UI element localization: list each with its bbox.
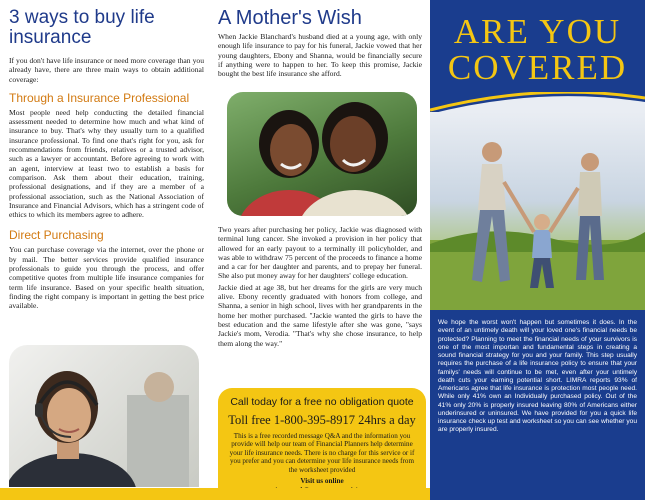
- middle-panel-title: A Mother's Wish: [218, 7, 362, 29]
- story-continued: [218, 225, 422, 348]
- story-paragraph-2: Two years after purchasing her policy, Jackie was diagnosed with terminal lung cancer. She invoked a provision in her policy that allowed for an early payout to a terminally ill policyholder, and was able to withdraw 75 percent of the proceeds to finance a home and a car for her daughter and parents, and to prepay her funeral. She also put money away for her daughters' college education.: [218, 225, 422, 281]
- family-illustration: [430, 112, 645, 310]
- call-center-photo: [9, 345, 199, 487]
- cta-title: Call today for a free no obligation quote: [230, 396, 414, 408]
- left-panel-title: 3 ways to buy life insurance: [9, 7, 155, 48]
- cta-body: This is a free recorded message Q&A and the information you provide will help our team of Financial Planners help determine your life insurance needs. There is no charge for this service or if you prefer and you can determine your life insurance needs from the worksheet provided: [229, 432, 415, 474]
- left-panel-intro: If you don't have life insurance or need more coverage than you already have, there are three main ways to obtain additional coverage:: [9, 56, 204, 84]
- cover-title-line2: COVERED: [447, 48, 628, 87]
- mother-daughter-photo: [227, 92, 417, 216]
- right-panel: [430, 0, 645, 500]
- section-heading-direct: Direct Purchasing: [9, 228, 104, 243]
- bottom-stripe: [0, 488, 430, 500]
- call-center-illustration: [9, 345, 199, 487]
- section-body-direct: You can purchase coverage via the internet, over the phone or by mail. The better services provide qualified insurance professionals to guide you through the process, and offer competitive quotes from multiple life insurance companies for term life insurance. Based on your specific health situation, finding the right company is important in getting the best price available.: [9, 245, 204, 311]
- cover-title: [430, 14, 645, 86]
- cta-phone[interactable]: Toll free 1-800-395-8917 24hrs a day: [228, 413, 416, 427]
- visit-label: Visit us online: [300, 477, 344, 486]
- section-heading-professional: Through a Insurance Professional: [9, 90, 190, 105]
- story-intro: When Jackie Blanchard's husband died at a young age, with only enough life insurance to pay for his funeral, Jackie vowed that her young daughters, Ebony and Shanna, would be financially secure if anything were to happen to her. To keep this promise, Jackie bought the best life insurance she afford.: [218, 32, 422, 79]
- section-body-professional: Most people need help conducting the detailed financial assessment needed to determine how much and what kind of insurance to buy. That's why they usually turn to a qualified insurance professional. To find one that's right for you, ask for recommendations from friends, relatives or a trusted advisor, such as a lawyer or accountant. Before agreeing to work with an agent, interview at least two to establish a basis for comparison. Ask them about their education, training, professional designations, and if they are a member of a professional association, such as the National Association of Insurance and Financial Advisors, which has a stringent code of ethics to which its members agree to adhere.: [9, 107, 204, 220]
- family-photo: [430, 112, 645, 310]
- cover-body-text: We hope the worst won't happen but sometimes it does. In the event of an untimely death will your loved one's financial needs be protected? Planning to meet the financial needs of your survivors is one of the most importan and fundamental steps in creating a sound financial strategy for you and your family. This step usually requires the purchase of a life insurance policy to ensure that your familys' needs will continue to be met, even after your untimely death cuts your earning potential short. LIMRA reports 93% of Americans agree that life insurance is protection most people need. While only 41% own an Individually purchased policy. Out of the 41% only 20% is properly insured leaving 80% of Americans either underinsured or uninsured. We have provided for you a quick life insurance check up test and worksheet so you can see whether you are properly insured.: [438, 319, 637, 434]
- story-paragraph-3: Jackie died at age 38, but her dreams for the girls are very much alive. Ebony recently graduated with honors from college, and Shanna, a senior in high school, lives with her grandparents in the home her mother purchased. "Jackie wanted the girls to have the best education and the same lifestyle after she was gone, "says Jackie's mom, Verodia. "That's why she chose insurance, to help them along the way.": [218, 282, 422, 348]
- cover-title-line1: ARE YOU: [453, 12, 622, 51]
- mother-daughter-illustration: [227, 92, 417, 216]
